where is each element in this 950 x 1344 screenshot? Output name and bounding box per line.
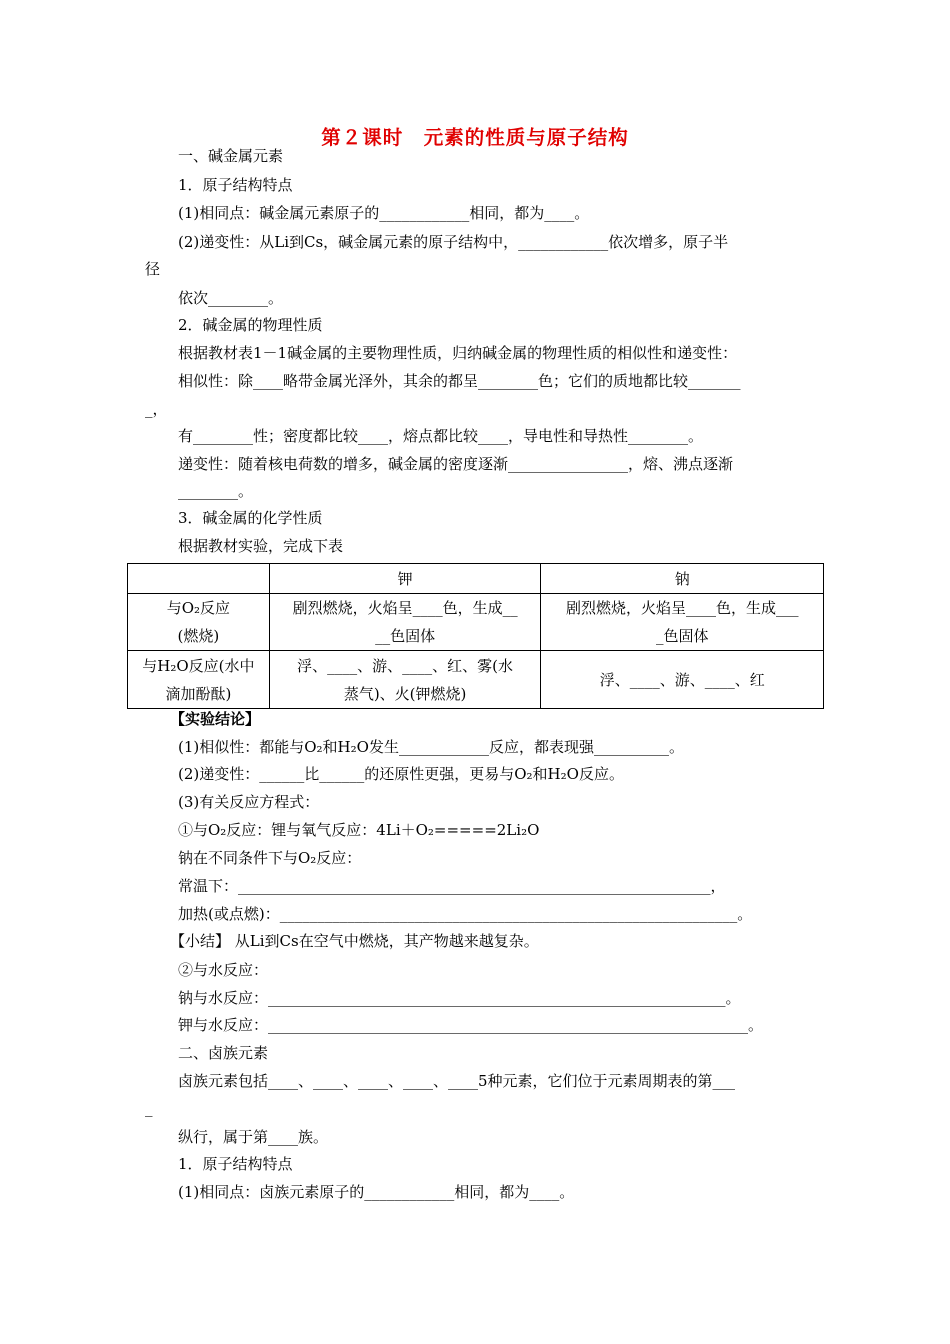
table-row <box>128 594 824 651</box>
cell-line: 剧烈燃烧，火焰呈____色，生成__ <box>292 599 518 617</box>
table-header-cell <box>128 564 270 594</box>
table-cell <box>541 651 824 709</box>
text-line: _ <box>145 1099 153 1117</box>
text-line: 钠与水反应：_____________________________________________________________。 <box>178 989 741 1007</box>
text-line: (1)相同点：碱金属元素原子的____________相同，都为____。 <box>178 204 590 222</box>
cell-line: 剧烈燃烧，火焰呈____色，生成___ <box>565 599 799 617</box>
subsection-heading: 3．碱金属的化学性质 <box>178 509 323 527</box>
text-line: 依次________。 <box>178 289 284 307</box>
cell-line: 浮、____、游、____、红、雾(水 <box>297 656 514 675</box>
text-line: ②与水反应： <box>178 961 269 979</box>
text-line: (1)相似性：都能与O₂和H₂O发生____________反应，都表现强__________。 <box>178 738 684 756</box>
text-line: (2)递变性：从Li到Cs，碱金属元素的原子结构中，____________依次增多，原子半 <box>178 233 729 251</box>
table-header-cell: 钾 <box>269 564 541 594</box>
equation-line: ①与O₂反应：锂与氧气反应：4Li＋O₂=====2Li₂O <box>178 821 540 839</box>
cell-line: 浮、____、游、____、红 <box>599 670 765 689</box>
text-line: _， <box>145 400 168 418</box>
cell-line: _色固体 <box>655 627 709 645</box>
row-label-line: 与O₂反应 <box>166 599 231 617</box>
text-line: 纵行，属于第____族。 <box>178 1128 329 1146</box>
table-cell <box>541 594 824 651</box>
cell-line: 蒸气)、火(钾燃烧) <box>343 684 467 703</box>
subsection-heading: 2．碱金属的物理性质 <box>178 316 323 334</box>
text-line: 有________性；密度都比较____，熔点都比较____，导电性和导热性________。 <box>178 427 704 445</box>
page-title: 第２课时 元素的性质与原子结构 <box>321 126 629 149</box>
table-cell <box>128 594 270 651</box>
text-line: (2)递变性：______比______的还原性更强，更易与O₂和H₂O反应。 <box>178 765 624 783</box>
table-cell <box>128 651 270 709</box>
text-line: 常温下：_______________________________________________________________， <box>178 877 726 895</box>
section-heading: 二、卤族元素 <box>178 1044 269 1062</box>
text-line: 递变性：随着核电荷数的增多，碱金属的密度逐渐________________，熔、沸点逐渐 <box>178 455 734 473</box>
text-line: (3)有关反应方程式： <box>178 793 320 811</box>
text-line: 加热(或点燃)：_____________________________________________________________。 <box>178 905 753 923</box>
reaction-table <box>127 563 824 709</box>
section-heading: 一、碱金属元素 <box>178 147 284 165</box>
row-label-line: 与H₂O反应(水中 <box>142 656 255 675</box>
row-label-line: (燃烧) <box>177 627 220 645</box>
text-line: 钠在不同条件下与O₂反应： <box>178 849 362 867</box>
text-line: ________。 <box>178 482 254 500</box>
text-line: 卤族元素包括____、____、____、____、____5种元素，它们位于元素周期表的第___ <box>178 1072 736 1090</box>
subsection-heading: 1．原子结构特点 <box>178 176 293 194</box>
cell-line: __色固体 <box>375 627 436 645</box>
table-row <box>128 651 824 709</box>
table-header-cell: 钠 <box>541 564 824 594</box>
text-line: 钾与水反应：________________________________________________________________。 <box>178 1016 764 1034</box>
conclusion-heading: 【实验结论】 <box>170 710 261 728</box>
row-label-line: 滴加酚酞) <box>165 684 232 703</box>
text-line: 根据教材实验，完成下表 <box>178 537 344 555</box>
summary-line: 【小结】 从Li到Cs在空气中燃烧，其产物越来越复杂。 <box>170 932 539 950</box>
subsection-heading: 1．原子结构特点 <box>178 1155 293 1173</box>
table-cell <box>269 594 541 651</box>
text-line: 径 <box>145 260 161 278</box>
table-cell <box>269 651 541 709</box>
text-line: 根据教材表1－1碱金属的主要物理性质，归纳碱金属的物理性质的相似性和递变性： <box>178 344 738 362</box>
text-line: (1)相同点：卤族元素原子的____________相同，都为____。 <box>178 1183 575 1201</box>
text-line: 相似性：除____略带金属光泽外，其余的都呈________色；它们的质地都比较_______ <box>178 372 741 390</box>
